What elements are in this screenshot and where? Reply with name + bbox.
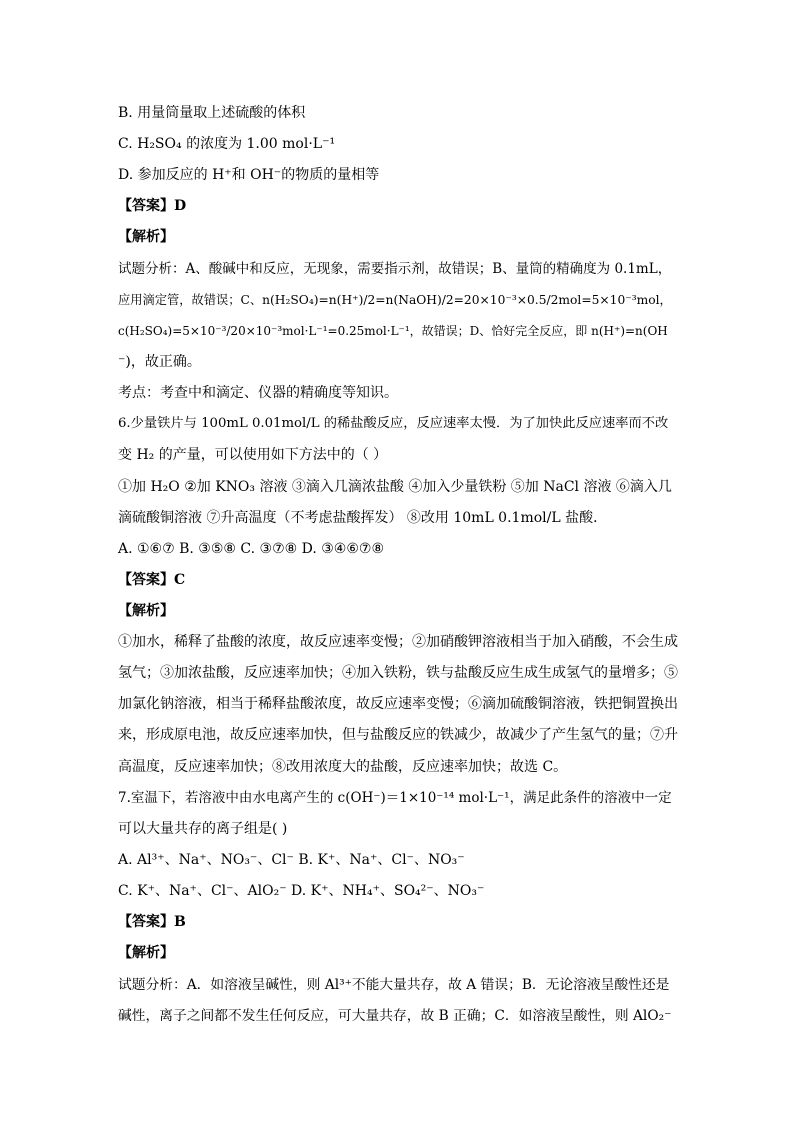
- question-7-line: 7.室温下，若溶液中由水电离产生的 c(OH⁻)＝1×10⁻¹⁴ mol·L⁻¹，满足此条件的溶液中一定: [118, 790, 672, 806]
- option-b-line: B. 用量筒量取上述硫酸的体积: [118, 105, 306, 121]
- analysis-text-line: 应用滴定管，故错误；C、n(H₂SO₄)=n(H⁺)/2=n(NaOH)/2=20×10⁻³×0.5/2mol=5×10⁻³mol，: [118, 293, 672, 307]
- analysis-label: 【解析】: [118, 229, 174, 245]
- analysis-text-line: 高温度，反应速率加快；⑧改用浓度大的盐酸，反应速率加快；故选 C。: [118, 759, 568, 775]
- analysis-text-line: 来，形成原电池，故反应速率加快，但与盐酸反应的铁减少，故减少了产生氢气的量；⑦升: [118, 727, 678, 743]
- question-6-line: 变 H₂ 的产量，可以使用如下方法中的（ ）: [118, 447, 388, 463]
- question-6-methods-line: 滴硫酸铜溶液 ⑦升高温度（不考虑盐酸挥发） ⑧改用 10mL 0.1mol/L 盐酸．: [118, 510, 608, 526]
- option-d-line: D. 参加反应的 H⁺和 OH⁻的物质的量相等: [118, 167, 380, 183]
- analysis-label: 【解析】: [118, 945, 174, 961]
- analysis-text-line: c(H₂SO₄)=5×10⁻³/20×10⁻³mol·L⁻¹=0.25mol·L⁻¹，故错误；D、恰好完全反应，即 n(H⁺)=n(OH: [118, 324, 668, 338]
- analysis-text-line: ①加水，稀释了盐酸的浓度，故反应速率变慢；②加硝酸钾溶液相当于加入硝酸，不会生成: [118, 634, 678, 650]
- kaodian-line: 考点：考查中和滴定、仪器的精确度等知识。: [118, 385, 398, 401]
- option-c-line: C. H₂SO₄ 的浓度为 1.00 mol·L⁻¹: [118, 136, 336, 152]
- answer-label: 【答案】D: [118, 198, 187, 214]
- analysis-text-line: 氢气；③加浓盐酸，反应速率加快；④加入铁粉，铁与盐酸反应生成生成氢气的量增多；⑤: [118, 665, 678, 681]
- answer-label: 【答案】B: [118, 914, 186, 930]
- question-6-methods-line: ①加 H₂O ②加 KNO₃ 溶液 ③滴入几滴浓盐酸 ④加入少量铁粉 ⑤加 NaCl 溶液 ⑥滴入几: [118, 479, 672, 495]
- answer-label: 【答案】C: [118, 572, 186, 588]
- question-7-options-cd: C. K⁺、Na⁺、Cl⁻、AlO₂⁻ D. K⁺、NH₄⁺、SO₄²⁻、NO₃⁻: [118, 883, 485, 899]
- question-7-line: 可以大量共存的离子组是( ): [118, 821, 288, 837]
- analysis-text-line: 加氯化钠溶液，相当于稀释盐酸浓度，故反应速率变慢；⑥滴加硫酸铜溶液，铁把铜置换出: [118, 696, 678, 712]
- question-6-options: A. ①⑥⑦ B. ③⑤⑧ C. ③⑦⑧ D. ③④⑥⑦⑧: [118, 541, 384, 557]
- analysis-text-line: ⁻)，故正确。: [118, 354, 201, 370]
- question-6-line: 6.少量铁片与 100mL 0.01mol/L 的稀盐酸反应，反应速率太慢．为了加快此反应速率而不改: [118, 416, 669, 431]
- analysis-text-line: 试题分析：A．如溶液呈碱性，则 Al³⁺不能大量共存，故 A 错误；B．无论溶液呈酸性还是: [118, 977, 670, 993]
- question-7-options-ab: A. Al³⁺、Na⁺、NO₃⁻、Cl⁻ B. K⁺、Na⁺、Cl⁻、NO₃⁻: [118, 852, 465, 868]
- analysis-text-line: 碱性，离子之间都不发生任何反应，可大量共存，故 B 正确；C．如溶液呈酸性，则 AlO₂⁻: [118, 1008, 672, 1024]
- analysis-label: 【解析】: [118, 603, 174, 619]
- analysis-text-line: 试题分析：A、酸碱中和反应，无现象，需要指示剂，故错误；B、量筒的精确度为 0.1mL，: [118, 261, 672, 277]
